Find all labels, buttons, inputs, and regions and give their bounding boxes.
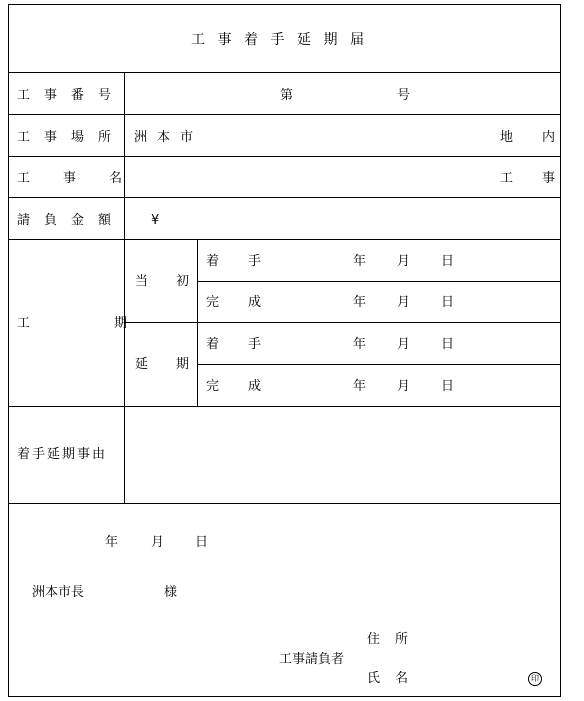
- initial-start-year: 年: [353, 254, 367, 269]
- initial-complete-year: 年: [353, 295, 367, 310]
- signer-label: 氏名: [367, 671, 424, 686]
- seal-mark: 印: [528, 672, 542, 686]
- initial-complete-day: 日: [441, 295, 455, 310]
- amount-label: 請負金額: [17, 213, 126, 228]
- extended-start-month: 月: [397, 337, 411, 352]
- addressee: 洲本市長: [32, 585, 85, 600]
- initial-start-label: 着手: [206, 254, 291, 269]
- location-label: 工事場所: [17, 130, 126, 145]
- rule-title-bottom: [9, 72, 560, 73]
- initial-start-month: 月: [397, 254, 411, 269]
- extended-start-year: 年: [353, 337, 367, 352]
- period-label: 工期: [17, 316, 212, 331]
- submission-day: 日: [195, 535, 209, 550]
- extended-complete-year: 年: [353, 379, 367, 394]
- rule-location-bottom: [9, 156, 560, 157]
- submission-year: 年: [105, 535, 119, 550]
- contractor-label: 工事請負者: [279, 652, 345, 667]
- rule-extended-mid: [197, 364, 560, 365]
- initial-start-day: 日: [441, 254, 455, 269]
- honorific: 様: [164, 585, 178, 600]
- rule-initial-mid: [197, 281, 560, 282]
- initial-label: 当初: [135, 274, 218, 289]
- initial-complete-month: 月: [397, 295, 411, 310]
- form-title: 工事着手延期届: [191, 32, 377, 48]
- currency-symbol: ¥: [151, 213, 160, 228]
- rule-period-bottom: [9, 406, 560, 407]
- name-suffix: 工事: [500, 171, 584, 186]
- number-label: 工事番号: [17, 88, 126, 103]
- number-prefix: 第: [280, 88, 294, 103]
- extended-label: 延期: [135, 357, 218, 372]
- submission-month: 月: [151, 535, 165, 550]
- rule-number-bottom: [9, 114, 560, 115]
- number-suffix: 号: [397, 88, 411, 103]
- address-label: 住所: [367, 632, 424, 647]
- extended-start-label: 着手: [206, 337, 291, 352]
- rule-amount-bottom: [9, 239, 560, 240]
- rule-name-bottom: [9, 197, 560, 198]
- location-suffix: 地内: [500, 130, 584, 145]
- extended-complete-day: 日: [441, 379, 455, 394]
- rule-reason-bottom: [9, 503, 560, 504]
- reason-label: 着手延期事由: [17, 447, 108, 462]
- name-label: 工事名: [17, 171, 156, 186]
- initial-complete-label: 完成: [206, 295, 291, 310]
- extended-start-day: 日: [441, 337, 455, 352]
- extended-complete-month: 月: [397, 379, 411, 394]
- extension-notice-form: [8, 4, 584, 697]
- extended-complete-label: 完成: [206, 379, 291, 394]
- location-city: 洲本市: [134, 130, 204, 145]
